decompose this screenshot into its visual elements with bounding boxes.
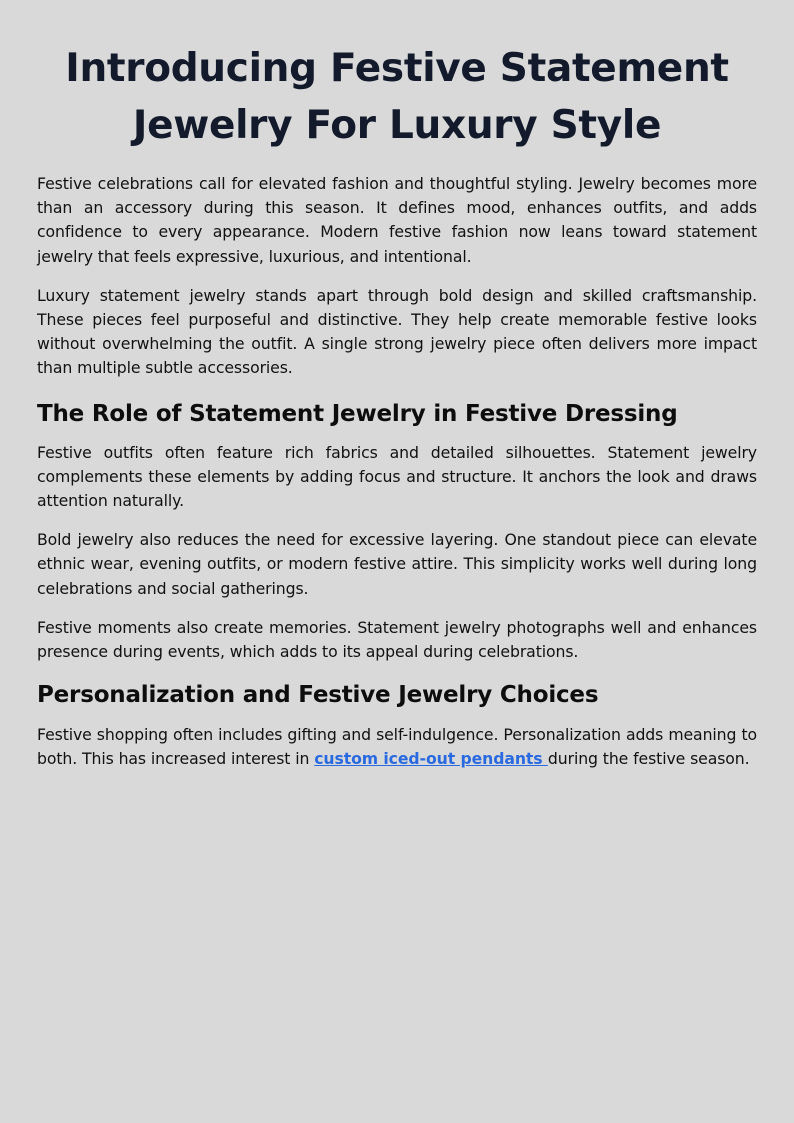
role-paragraph-2: Bold jewelry also reduces the need for excessive layering. One standout piece can elevate ethnic wear, evening outfits, or modern festive attire. This simplicity works well during long celebrations and social gatherings. xyxy=(37,530,757,598)
role-paragraph-1: Festive outfits often feature rich fabrics and detailed silhouettes. Statement jewelry complements these elements by adding focus and structure. It anchors the look and draws attention naturally. xyxy=(37,442,757,511)
section-heading-role: The Role of Statement Jewelry in Festive Dressing xyxy=(37,400,678,427)
role-paragraph-3: Festive moments also create memories. Statement jewelry photographs well and enhances presence during events, which adds to its appeal during celebrations. xyxy=(37,617,757,662)
intro-paragraph-1: Festive celebrations call for elevated fashion and thoughtful styling. Jewelry becomes more than an accessory during this season. It defines mood, enhances outfits, and adds confidence to every appearance. Modern festive fashion now leans toward statement jewelry that feels expressive, luxurious, and intentional. xyxy=(37,174,757,266)
custom-pendants-link[interactable]: custom iced-out pendants xyxy=(314,749,548,769)
personalization-text-before: Festive shopping often includes gifting and self-indulgence. Personalization adds meaning to both. This has increased interest in xyxy=(37,725,757,769)
section-heading-personalization: Personalization and Festive Jewelry Choices xyxy=(37,682,599,709)
page-title: Introducing Festive Statement Jewelry For Luxury Style xyxy=(65,46,729,148)
personalization-text-after: during the festive season. xyxy=(547,749,750,769)
personalization-paragraph xyxy=(37,723,757,771)
intro-paragraph-2: Luxury statement jewelry stands apart through bold design and skilled craftsmanship. These pieces feel purposeful and distinctive. They help create memorable festive looks without overwhelming the outfit. A single strong jewelry piece often delivers more impact than multiple subtle accessories. xyxy=(37,285,757,378)
